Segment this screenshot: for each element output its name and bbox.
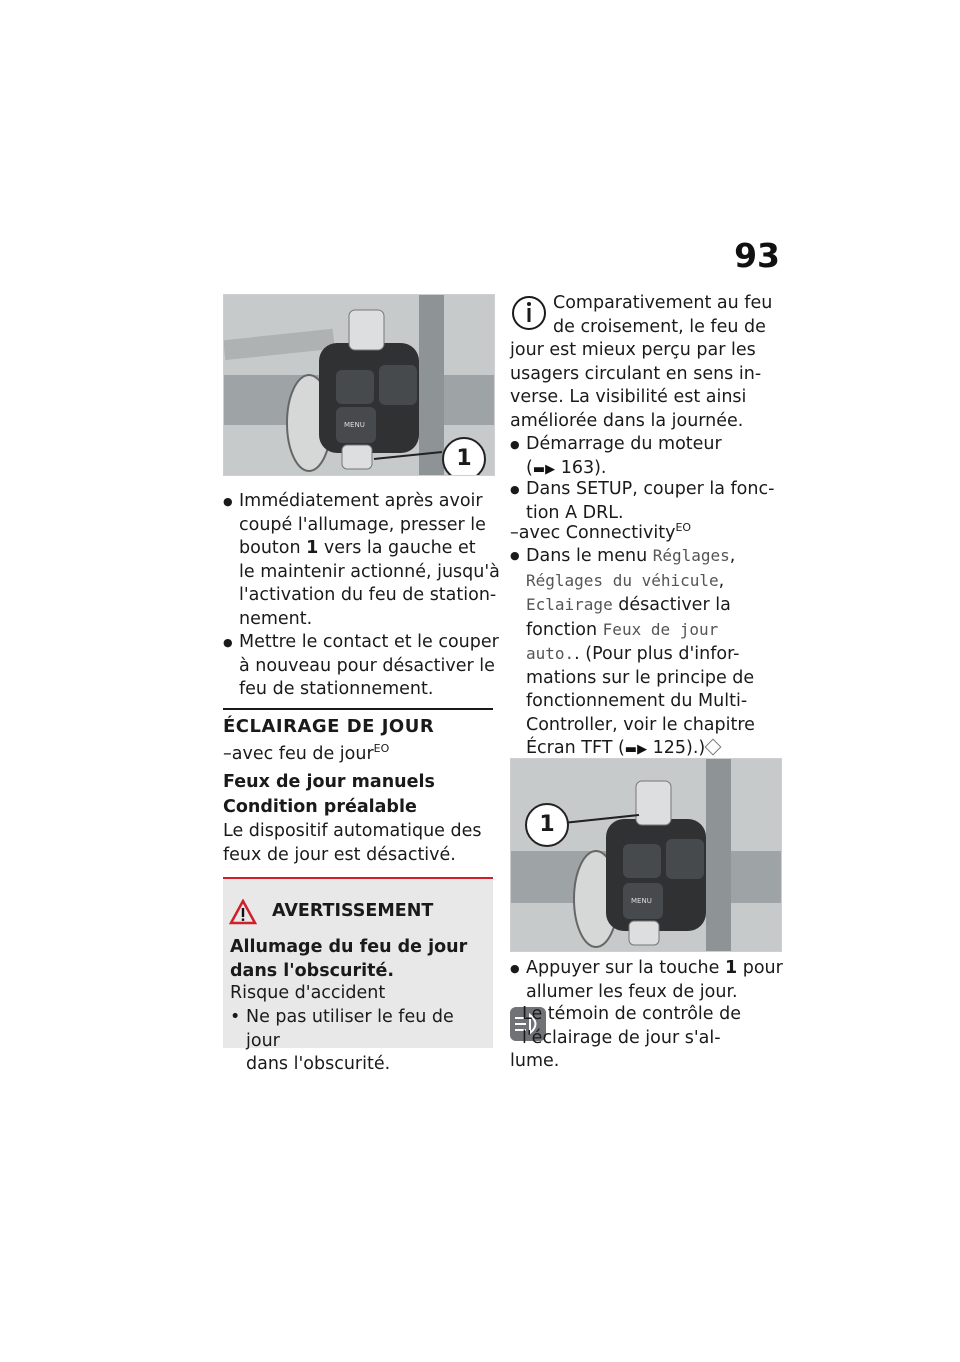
warning-label: AVERTISSEMENT bbox=[272, 901, 434, 921]
subheading: Feux de jour manuels bbox=[223, 772, 435, 792]
page-ref-arrow-icon: ▬▶ bbox=[532, 461, 556, 477]
list-item: ● Dans SETUP, couper la fonc- tion A DRL. bbox=[510, 478, 796, 525]
section-title: ÉCLAIRAGE DE JOUR bbox=[223, 716, 435, 737]
menu-label: MENU bbox=[631, 897, 652, 905]
section-divider bbox=[223, 708, 493, 710]
callout-1: 1 bbox=[442, 437, 486, 476]
warning-box bbox=[223, 877, 493, 1074]
handlebar-switch-illustration bbox=[511, 759, 781, 951]
warning-title: Allumage du feu de jour dans l'obscurité. bbox=[230, 937, 468, 981]
list-item: ● Appuyer sur la touche 1 pour allumer les feux de jour. bbox=[510, 957, 796, 1004]
callout-1: 1 bbox=[525, 803, 569, 847]
list-item: ● Démarrage du moteur (▬▶ 163). bbox=[510, 433, 796, 481]
menu-label: MENU bbox=[344, 421, 365, 429]
warning-triangle-icon bbox=[229, 899, 257, 925]
handlebar-switch-figure-2 bbox=[510, 758, 782, 952]
info-text: Comparativement au feu de croisement, le feu de jour est mieux perçu par les usagers circulant en sens in- verse. La visibilité est ainsi améliorée dans la journée. bbox=[510, 293, 773, 431]
indicator-text: Le témoin de contrôle de l'éclairage de jour s'al- lume. bbox=[510, 1004, 741, 1071]
end-marker-icon bbox=[705, 739, 722, 756]
page-number: 93 bbox=[734, 236, 780, 275]
equipment-note: –avec Connectivity$^{EO}$ bbox=[510, 521, 692, 543]
handlebar-switch-figure-1 bbox=[223, 294, 495, 476]
subheading: Condition préalable bbox=[223, 797, 417, 817]
body-text: Le dispositif automatique des feux de jour est désactivé. bbox=[223, 821, 482, 865]
warning-action: • Ne pas utiliser le feu de jour dans l'obscurité. bbox=[230, 1007, 454, 1074]
page-ref-arrow-icon: ▬▶ bbox=[624, 742, 648, 757]
list-item: ● Immédiatement après avoir coupé l'allumage, presser le bouton 1 vers la gauche et le maintenir actionné, jusqu'à l'activation du feu de station- nement. bbox=[223, 490, 509, 631]
warning-risk: Risque d'accident bbox=[230, 983, 386, 1003]
list-item: ● Mettre le contact et le couper à nouveau pour désactiver le feu de stationnement. bbox=[223, 631, 509, 702]
list-item: ● Dans le menu Réglages, Réglages du véhicule, Eclairage désactiver la fonction Feux de jour auto.. (Pour plus d'infor- mations sur le principe de fonctionnement du Multi- Controller, voir le chapitre Écran TFT (▬▶ 125).) bbox=[510, 544, 796, 762]
equipment-note: –avec feu de jour$^{EO}$ bbox=[223, 742, 390, 764]
